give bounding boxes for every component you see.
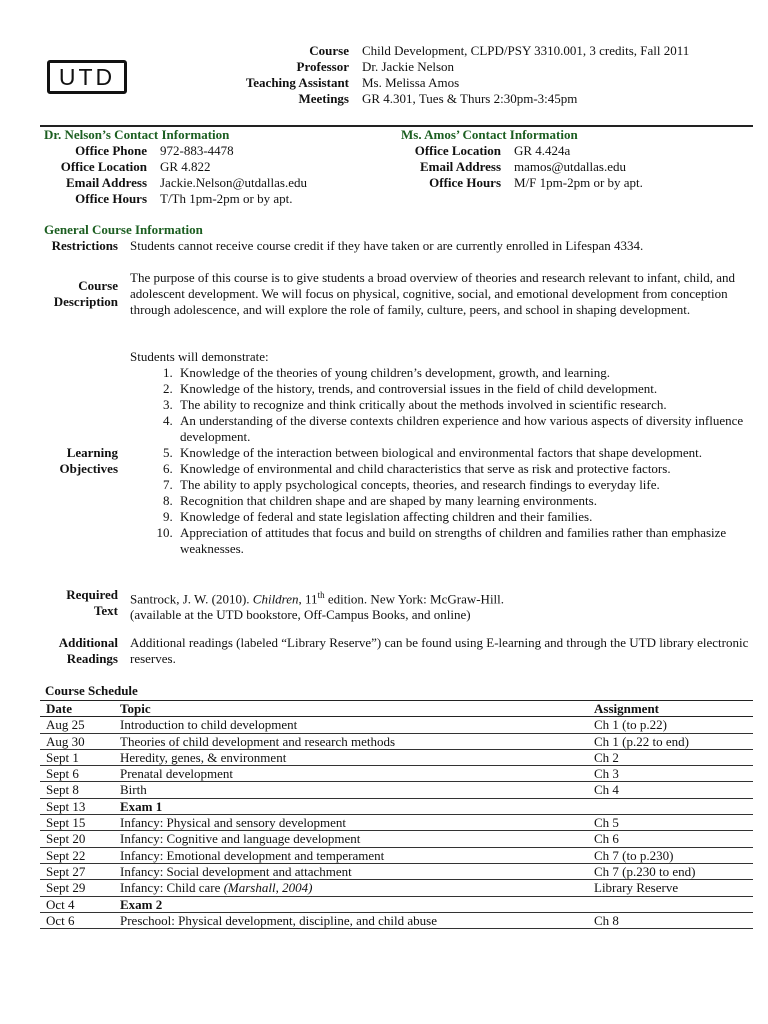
restrictions-label: Restrictions — [51, 238, 118, 253]
cell-assignment: Ch 7 (to p.230) — [588, 847, 753, 863]
contact-value: GR 4.822 — [160, 159, 211, 174]
cell-date: Sept 6 — [40, 766, 114, 782]
cell-assignment: Library Reserve — [588, 880, 753, 896]
cell-assignment: Ch 8 — [588, 912, 753, 928]
cell-assignment: Ch 5 — [588, 815, 753, 831]
description-section — [40, 270, 753, 318]
contact-label: Office Hours — [429, 175, 501, 190]
header-value: Child Development, CLPD/PSY 3310.001, 3 credits, Fall 2011 — [362, 43, 690, 58]
objectives-label-line: Objectives — [59, 461, 118, 476]
citation-sup: th — [317, 590, 325, 600]
restrictions-text: Students cannot receive course credit if they have taken or are currently enrolled in Lifespan 4334. — [130, 238, 644, 253]
objective-item: 8. Recognition that children shape and are shaped by many learning environments. — [176, 493, 753, 509]
contact-value: mamos@utdallas.edu — [514, 159, 626, 174]
cell-date: Aug 25 — [40, 717, 114, 733]
topic-citation: (Marshall, 2004) — [223, 880, 313, 896]
amos-contact — [401, 127, 751, 191]
contact-label: Office Hours — [75, 191, 147, 206]
cell-assignment: Ch 7 (p.230 to end) — [588, 863, 753, 879]
nelson-contact-title: Dr. Nelson’s Contact Information — [44, 127, 230, 142]
table-row — [40, 863, 753, 879]
contact-row — [401, 159, 751, 175]
contact-row — [401, 143, 751, 159]
cell-date: Aug 30 — [40, 733, 114, 749]
required-text-label — [40, 587, 130, 623]
cell-date: Sept 1 — [40, 749, 114, 765]
readings-label — [40, 635, 130, 667]
contact-row — [40, 143, 380, 159]
table-row — [40, 912, 753, 928]
description-text: The purpose of this course is to give students a broad overview of theories and research relevant to infant, child, and adolescent development. We will focus on physical, cognitive, social, and emotional development from conception through adolescence, and will explore the role of family, culture, peers, and school in shaping development. — [130, 270, 736, 317]
cell-date: Sept 15 — [40, 815, 114, 831]
contact-row — [401, 175, 751, 191]
header-row — [200, 75, 760, 91]
objectives-section — [40, 349, 753, 557]
cell-date: Sept 29 — [40, 880, 114, 896]
contact-label: Email Address — [65, 175, 147, 190]
contact-label: Office Location — [60, 159, 147, 174]
cell-topic: Infancy: Physical and sensory development — [114, 815, 588, 831]
cell-topic: Prenatal development — [114, 766, 588, 782]
table-row — [40, 815, 753, 831]
topic-text: Infancy: Child care — [120, 880, 224, 896]
table-row — [40, 896, 753, 912]
objective-item: 9. Knowledge of federal and state legislation affecting children and their families. — [176, 509, 753, 525]
cell-date: Sept 20 — [40, 831, 114, 847]
cell-assignment: Ch 6 — [588, 831, 753, 847]
description-label-line: Description — [53, 294, 118, 309]
header-label: Professor — [296, 59, 349, 74]
cell-date: Oct 6 — [40, 912, 114, 928]
contact-label: Office Phone — [75, 143, 147, 158]
header-value: Ms. Melissa Amos — [362, 75, 460, 90]
utd-logo — [47, 60, 127, 94]
cell-assignment: Ch 3 — [588, 766, 753, 782]
cell-topic: Birth — [114, 782, 588, 798]
cell-topic: Infancy: Cognitive and language development — [114, 831, 588, 847]
cell-assignment: Ch 1 (to p.22) — [588, 717, 753, 733]
contact-label: Email Address — [419, 159, 501, 174]
logo-text: UTD — [58, 63, 116, 90]
cell-assignment: Ch 2 — [588, 749, 753, 765]
citation-author: Santrock, J. W. (2010). — [130, 591, 253, 607]
contact-label: Office Location — [414, 143, 501, 158]
objectives-label — [40, 349, 130, 557]
contact-value: GR 4.424a — [514, 143, 571, 158]
cell-topic: Theories of child development and research methods — [114, 733, 588, 749]
cell-topic — [114, 880, 588, 896]
readings-text: Additional readings (labeled “Library Reserve”) can be found using E-learning and through the UTD library electronic reserves. — [130, 635, 749, 666]
cell-assignment: Ch 1 (p.22 to end) — [588, 733, 753, 749]
contact-value: M/F 1pm-2pm or by apt. — [514, 175, 643, 190]
table-row — [40, 798, 753, 814]
cell-topic: Exam 1 — [114, 798, 588, 814]
schedule-title: Course Schedule — [45, 683, 138, 698]
objectives-label-line: Learning — [66, 445, 118, 460]
cell-date: Sept 13 — [40, 798, 114, 814]
header-label: Teaching Assistant — [245, 75, 349, 90]
readings-section — [40, 635, 753, 667]
cell-topic: Exam 2 — [114, 896, 588, 912]
schedule-header-row — [40, 701, 753, 717]
required-text-label-line: Text — [93, 603, 118, 618]
contact-value: 972-883-4478 — [160, 143, 234, 158]
header-assignment: Assignment — [588, 701, 753, 717]
nelson-contact — [40, 127, 380, 207]
header-row — [200, 91, 760, 107]
objectives-body — [130, 349, 753, 557]
header-topic: Topic — [114, 701, 588, 717]
objectives-list — [130, 365, 753, 557]
contact-row — [40, 175, 380, 191]
textbook-availability: (available at the UTD bookstore, Off-Campus Books, and online) — [130, 607, 471, 623]
table-row — [40, 749, 753, 765]
cell-topic: Infancy: Emotional development and temperament — [114, 847, 588, 863]
contact-value: Jackie.Nelson@utdallas.edu — [160, 175, 307, 190]
cell-topic: Introduction to child development — [114, 717, 588, 733]
description-label-line: Course — [78, 278, 118, 293]
required-text-section — [40, 587, 753, 623]
contact-row — [40, 191, 380, 207]
readings-label-line: Additional — [58, 635, 118, 650]
cell-date: Sept 27 — [40, 863, 114, 879]
header-value: Dr. Jackie Nelson — [362, 59, 455, 74]
header-date: Date — [40, 701, 114, 717]
restrictions-section — [40, 238, 753, 254]
objective-item: 7. The ability to apply psychological concepts, theories, and research findings to everyday life. — [176, 477, 753, 493]
objective-item: 10. Appreciation of attitudes that focus and build on strengths of children and families rather than emphasize weaknesses. — [176, 525, 753, 557]
objective-item: 4. An understanding of the diverse contexts children experience and how various aspects of diversity influence development. — [176, 413, 753, 445]
header-value: GR 4.301, Tues & Thurs 2:30pm-3:45pm — [362, 91, 578, 106]
contact-value: T/Th 1pm-2pm or by apt. — [160, 191, 293, 206]
cell-topic: Infancy: Social development and attachment — [114, 863, 588, 879]
header-row — [200, 43, 760, 59]
objective-item: 6. Knowledge of environmental and child characteristics that serve as risk and protective factors. — [176, 461, 753, 477]
objective-item: 5. Knowledge of the interaction between biological and environmental factors that shape development. — [176, 445, 753, 461]
table-row — [40, 717, 753, 733]
citation-rest: edition. New York: McGraw-Hill. — [324, 591, 505, 607]
cell-date: Sept 22 — [40, 847, 114, 863]
cell-date: Oct 4 — [40, 896, 114, 912]
schedule-table — [40, 700, 753, 929]
table-row — [40, 880, 753, 896]
objective-item: 1. Knowledge of the theories of young children’s development, growth, and learning. — [176, 365, 753, 381]
objectives-intro: Students will demonstrate: — [130, 349, 269, 364]
table-row — [40, 766, 753, 782]
cell-topic: Heredity, genes, & environment — [114, 749, 588, 765]
objective-item: 3. The ability to recognize and think critically about the methods involved in scientific research. — [176, 397, 753, 413]
general-info-title: General Course Information — [44, 222, 203, 237]
description-label — [40, 270, 130, 318]
cell-topic: Preschool: Physical development, discipline, and child abuse — [114, 912, 588, 928]
table-row — [40, 733, 753, 749]
table-row — [40, 782, 753, 798]
cell-assignment — [588, 798, 753, 814]
table-row — [40, 847, 753, 863]
citation-edition: , 11 — [298, 591, 318, 607]
course-header — [200, 43, 760, 107]
table-row — [40, 831, 753, 847]
required-text-body — [130, 587, 753, 623]
textbook-citation — [130, 587, 753, 607]
contact-row — [40, 159, 380, 175]
cell-assignment — [588, 896, 753, 912]
header-label: Course — [309, 43, 349, 58]
citation-title: Children — [252, 591, 299, 607]
required-text-label-line: Required — [66, 587, 118, 602]
header-label: Meetings — [298, 91, 349, 106]
cell-date: Sept 8 — [40, 782, 114, 798]
cell-assignment: Ch 4 — [588, 782, 753, 798]
schedule-table-wrap — [40, 700, 753, 929]
header-row — [200, 59, 760, 75]
amos-contact-title: Ms. Amos’ Contact Information — [401, 127, 578, 142]
objective-item: 2. Knowledge of the history, trends, and controversial issues in the field of child development. — [176, 381, 753, 397]
readings-label-line: Readings — [66, 651, 118, 666]
